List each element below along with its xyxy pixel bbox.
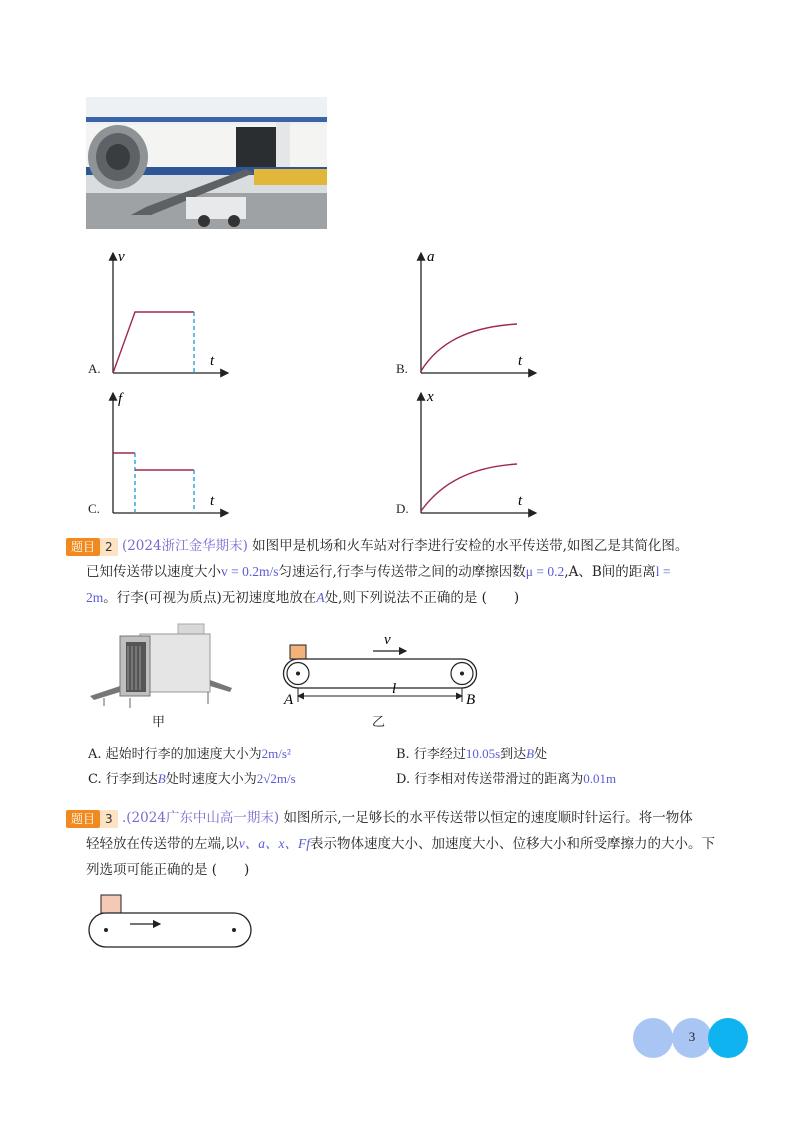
q2-distance: 2m bbox=[86, 590, 104, 605]
graph-d-label: D. bbox=[396, 501, 409, 516]
question-source: (2024浙江金华期末) bbox=[121, 538, 248, 554]
choice-c-value: 2√2m/s bbox=[256, 771, 296, 786]
question-number: 3 bbox=[100, 810, 118, 828]
graph-b-at bbox=[414, 247, 544, 379]
page-number: 3 bbox=[672, 1018, 712, 1058]
belt-diagram bbox=[278, 630, 488, 710]
choice-a-value: 2m/s² bbox=[261, 746, 291, 761]
figure-jia-caption: 甲 bbox=[152, 715, 166, 730]
choice-b-value: 10.05s bbox=[465, 746, 501, 761]
q2-mu: μ = 0.2 bbox=[525, 564, 565, 579]
question-source: .(2024广东中山高一期末) bbox=[121, 810, 280, 826]
graph-c-ft bbox=[106, 387, 236, 519]
graph-a-label: A. bbox=[88, 361, 101, 376]
q3-line1: 如图所示,一足够长的水平传送带以恒定的速度顺时针运行。将一物体 bbox=[283, 810, 693, 826]
question-3-text bbox=[66, 805, 736, 883]
q3-line2a: 轻轻放在传送带的左端,以 bbox=[86, 836, 239, 852]
q2-line3b: 。行李(可视为质点)无初速度地放在 bbox=[103, 590, 317, 606]
q3-belt-diagram bbox=[84, 893, 259, 953]
choice-c bbox=[88, 768, 296, 791]
belt-v-label: v bbox=[384, 632, 391, 648]
q3-vars: v、a、x、Ff bbox=[238, 836, 311, 851]
choice-c-mid: 处时速度大小为 bbox=[165, 772, 257, 787]
q2-speed: v = 0.2m/s bbox=[221, 564, 279, 579]
page-badge-left-circle bbox=[633, 1018, 673, 1058]
q3-line3: 列选项可能正确的是 ( ) bbox=[86, 862, 250, 878]
security-scanner-figure bbox=[90, 620, 235, 715]
choice-b-point: B bbox=[526, 746, 535, 761]
graph-b-x-label: t bbox=[518, 353, 523, 369]
airplane-conveyor-photo bbox=[86, 97, 327, 229]
q2-line2c: ,A、B间的距离 bbox=[564, 564, 656, 580]
q2-l-eq: l = bbox=[655, 564, 671, 579]
belt-b-label: B bbox=[466, 692, 476, 708]
graph-a-y-label: v bbox=[118, 249, 125, 265]
belt-a-label: A bbox=[284, 692, 294, 708]
q2-point-a: A bbox=[316, 590, 325, 605]
q2-line3c: 处,则下列说法不正确的是 ( ) bbox=[324, 590, 520, 606]
q2-line2a: 已知传送带以速度大小 bbox=[86, 564, 221, 580]
choice-b-mid: 到达 bbox=[500, 747, 527, 762]
graph-a-vt bbox=[106, 247, 236, 379]
graph-c-label: C. bbox=[88, 501, 100, 516]
choice-d bbox=[396, 768, 616, 791]
question-tag: 题目 bbox=[66, 810, 100, 828]
graph-b-y-label: a bbox=[427, 249, 435, 265]
question-tag: 题目 bbox=[66, 538, 100, 556]
graph-d-x-label: t bbox=[518, 493, 523, 509]
question-number: 2 bbox=[100, 538, 118, 556]
graph-d-xt bbox=[414, 387, 544, 519]
graph-a-x-label: t bbox=[210, 353, 215, 369]
figure-yi-caption: 乙 bbox=[372, 715, 386, 730]
graph-d-y-label: x bbox=[427, 389, 434, 405]
choice-a bbox=[88, 743, 291, 766]
choice-b-text: B. 行李经过 bbox=[396, 747, 466, 762]
q2-line2b: 匀速运行,行李与传送带之间的动摩擦因数 bbox=[278, 564, 526, 580]
graph-c-y-label: f bbox=[118, 391, 123, 407]
choice-c-text: C. 行李到达 bbox=[88, 772, 158, 787]
q2-line1: 如图甲是机场和火车站对行李进行安检的水平传送带,如图乙是其简化图。 bbox=[252, 538, 689, 554]
choice-d-value: 0.01m bbox=[583, 771, 617, 786]
graph-c-x-label: t bbox=[210, 493, 215, 509]
choice-c-point: B bbox=[157, 771, 166, 786]
choice-d-text: D. 行李相对传送带滑过的距离为 bbox=[396, 772, 584, 787]
choice-a-text: A. 起始时行李的加速度大小为 bbox=[88, 747, 262, 762]
choice-b bbox=[396, 743, 547, 766]
q3-line2b: 表示物体速度大小、加速度大小、位移大小和所受摩擦力的大小。下 bbox=[310, 836, 716, 852]
page-badge-right-circle bbox=[708, 1018, 748, 1058]
graph-b-label: B. bbox=[396, 361, 408, 376]
choice-b-post: 处 bbox=[534, 747, 548, 762]
belt-l-label: l bbox=[392, 681, 397, 697]
question-2-text bbox=[66, 533, 736, 611]
